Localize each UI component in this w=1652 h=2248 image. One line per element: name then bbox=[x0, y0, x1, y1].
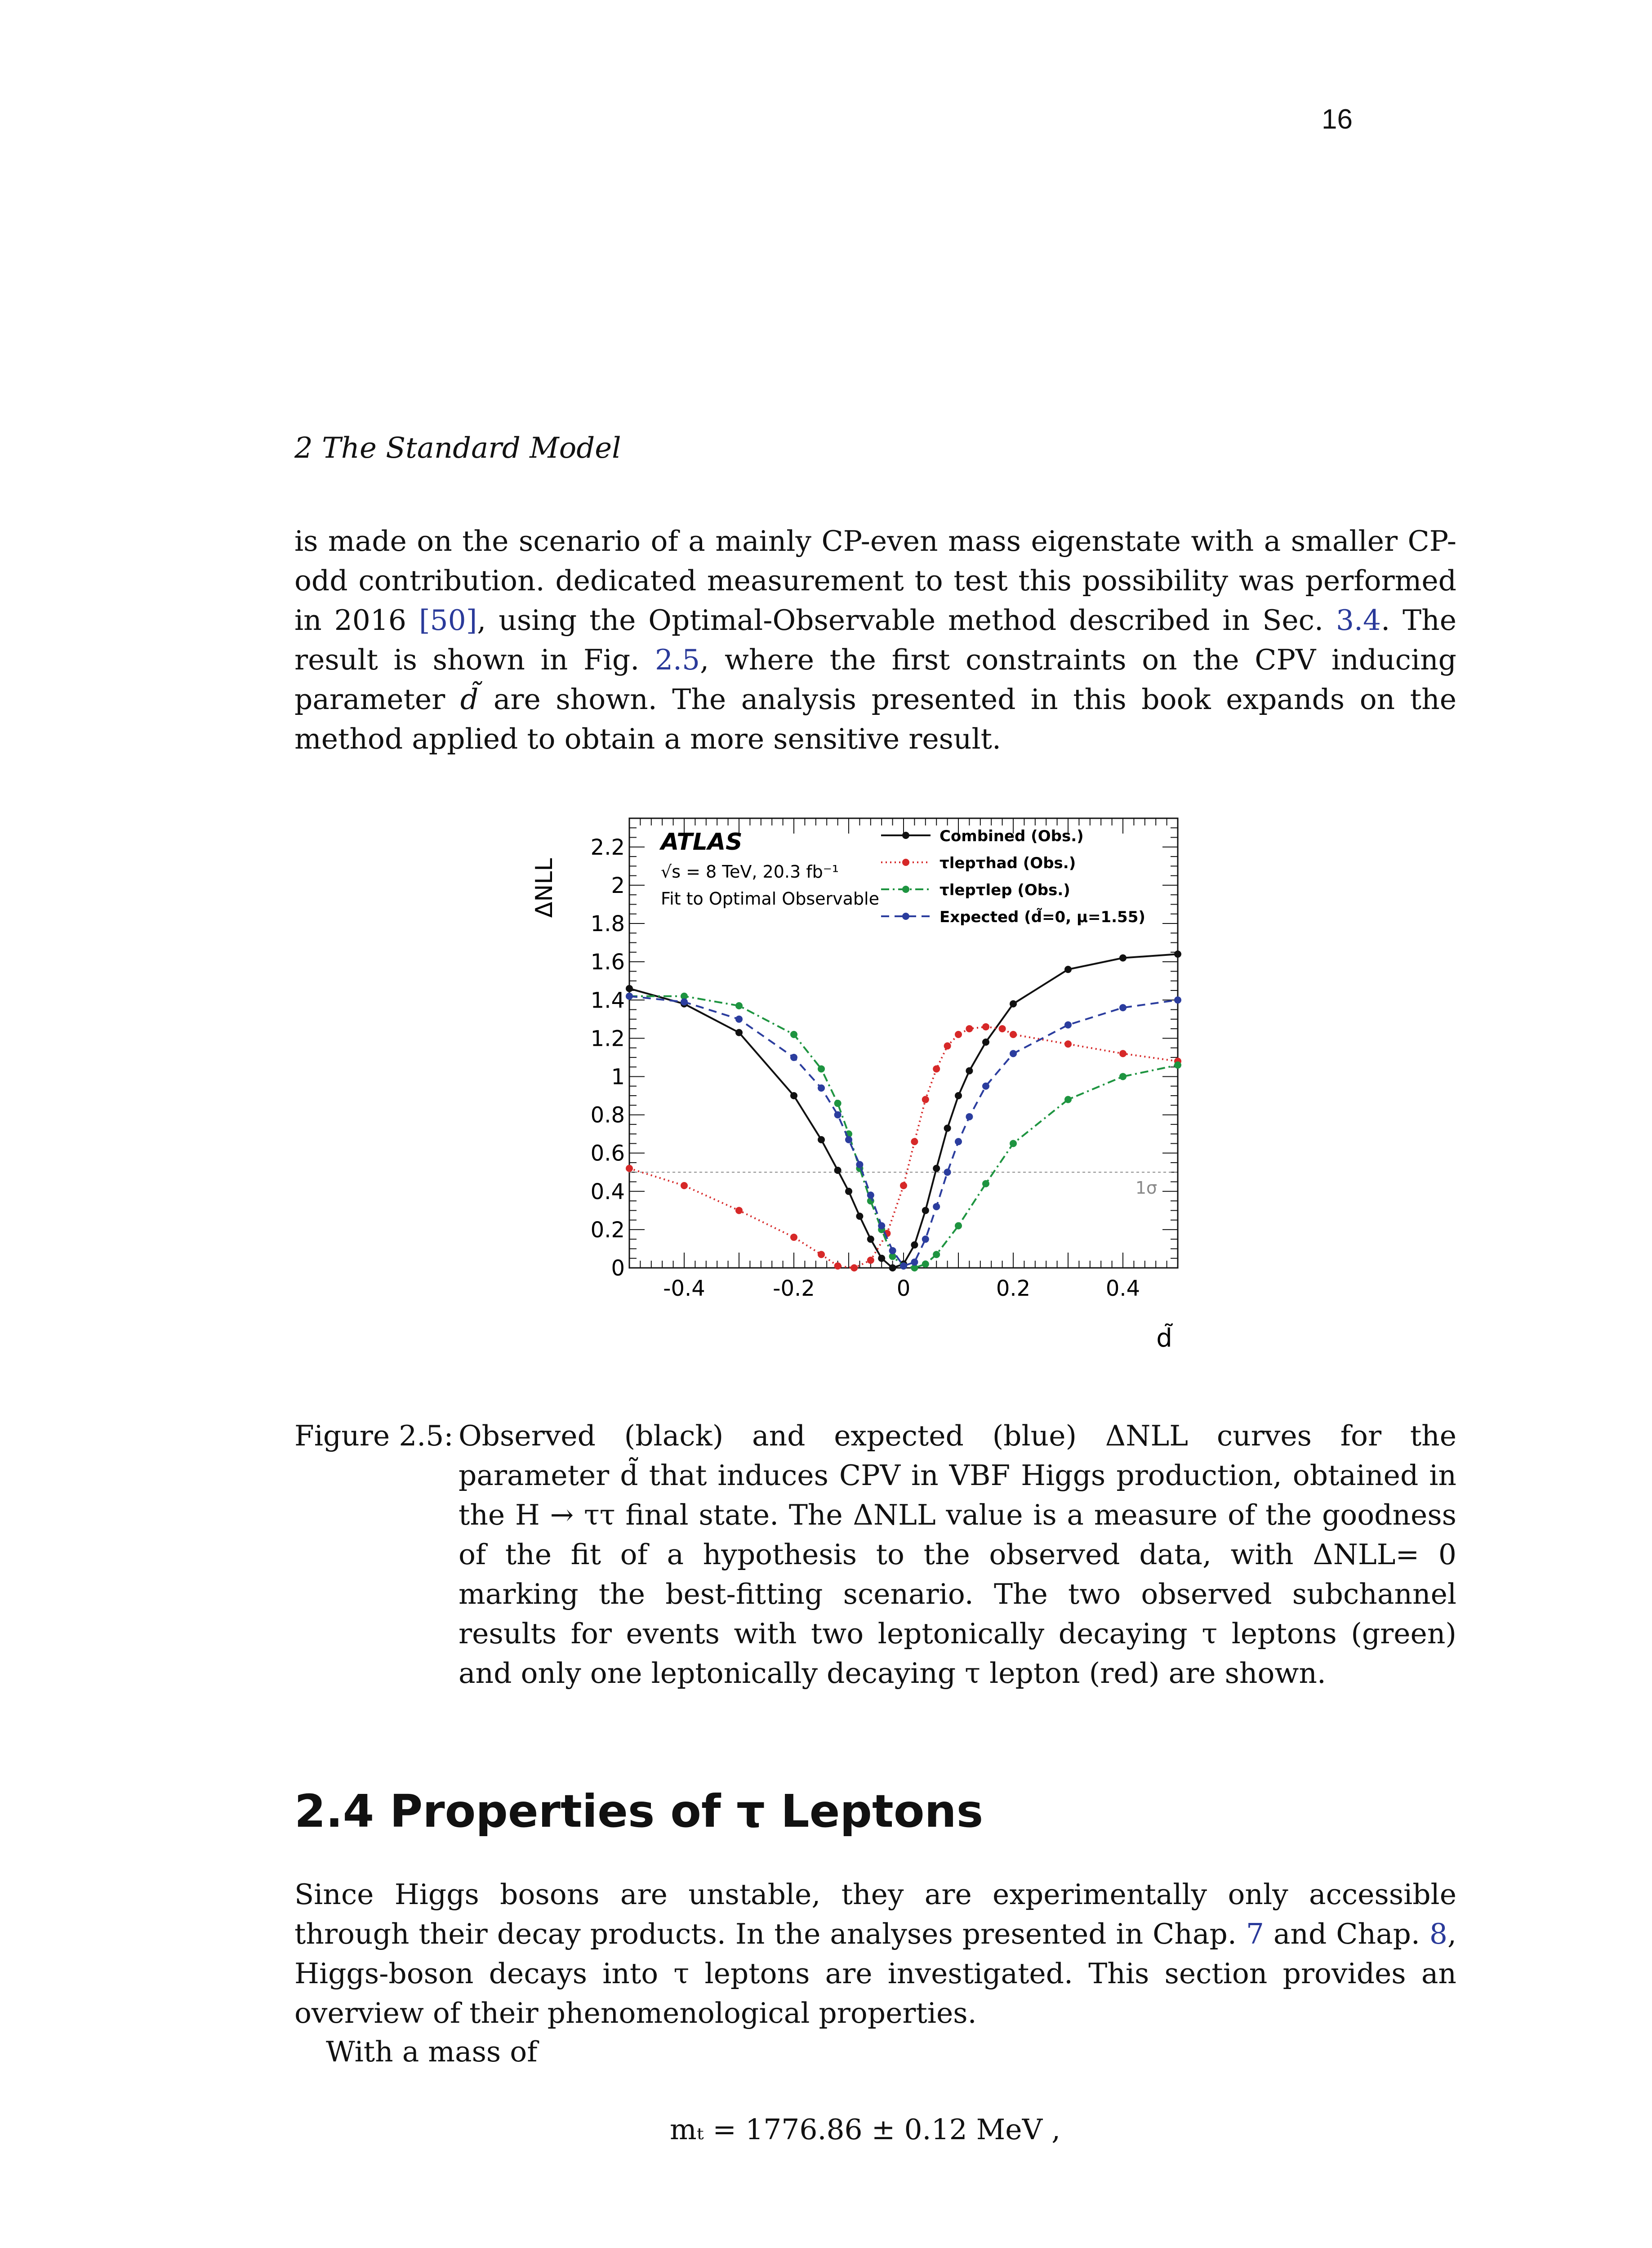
series-point-0 bbox=[834, 1167, 842, 1174]
legend bbox=[881, 827, 1145, 926]
paragraph-mass-intro bbox=[294, 2032, 1456, 2072]
series-point-3 bbox=[818, 1084, 825, 1092]
series-point-0 bbox=[818, 1136, 825, 1143]
y-tick-label: 1.8 bbox=[590, 911, 625, 937]
series-point-0 bbox=[922, 1207, 929, 1214]
series-point-1 bbox=[1064, 1040, 1072, 1048]
series-point-1 bbox=[867, 1257, 874, 1264]
series-point-2 bbox=[955, 1222, 962, 1229]
legend-marker-2 bbox=[902, 886, 909, 893]
plot-frame bbox=[629, 818, 1178, 1268]
series-point-2 bbox=[818, 1065, 825, 1072]
y-tick-label: 1.6 bbox=[590, 950, 625, 975]
series-point-0 bbox=[735, 1029, 743, 1036]
series-point-1 bbox=[735, 1207, 743, 1214]
series-line-0 bbox=[629, 954, 1178, 1268]
legend-marker-1 bbox=[902, 859, 909, 866]
series-point-1 bbox=[818, 1251, 825, 1258]
y-tick-label: 1.2 bbox=[590, 1026, 625, 1052]
series-point-3 bbox=[735, 1016, 743, 1023]
series-point-3 bbox=[845, 1136, 852, 1143]
text-span: and Chap. bbox=[1264, 1918, 1429, 1950]
y-tick-label: 0.4 bbox=[590, 1179, 625, 1204]
section-link-3-4[interactable]: 3.4 bbox=[1336, 604, 1381, 637]
energy-label: √s = 8 TeV, 20.3 fb⁻¹ bbox=[661, 862, 839, 882]
series-point-3 bbox=[889, 1247, 896, 1254]
x-tick-label: 0 bbox=[896, 1276, 911, 1301]
series-point-1 bbox=[982, 1023, 989, 1030]
series-point-3 bbox=[1010, 1050, 1017, 1057]
series-point-0 bbox=[1119, 955, 1127, 962]
page-number: 16 bbox=[1322, 104, 1353, 135]
series-point-2 bbox=[790, 1031, 797, 1038]
series-point-0 bbox=[845, 1188, 852, 1195]
series-point-3 bbox=[1119, 1004, 1127, 1011]
series-point-1 bbox=[790, 1234, 797, 1241]
text-span: is made on the scenario of a mainly CP-even mass eigenstate with a smaller CP-odd contribution. dedicated measurement to test this possibility was performed in 2016 bbox=[294, 525, 1456, 637]
series-point-1 bbox=[999, 1025, 1006, 1032]
series-point-3 bbox=[626, 993, 633, 1000]
series-point-0 bbox=[1174, 950, 1181, 958]
series-point-2 bbox=[834, 1100, 842, 1107]
legend-marker-0 bbox=[902, 832, 909, 839]
series-point-1 bbox=[922, 1096, 929, 1103]
x-tick-label: 0.2 bbox=[996, 1276, 1031, 1301]
method-label: Fit to Optimal Observable bbox=[661, 889, 879, 909]
series-line-3 bbox=[629, 996, 1178, 1266]
series-point-3 bbox=[966, 1113, 973, 1120]
legend-label-1: τlepτhad (Obs.) bbox=[940, 854, 1076, 872]
series-point-3 bbox=[856, 1161, 863, 1168]
paragraph-cp-measurement bbox=[294, 522, 1456, 759]
series-line-2 bbox=[629, 996, 1178, 1268]
y-tick-label: 1 bbox=[611, 1064, 625, 1090]
series-point-0 bbox=[626, 985, 633, 992]
series-point-1 bbox=[900, 1182, 907, 1189]
series-point-0 bbox=[878, 1255, 885, 1262]
series-point-0 bbox=[966, 1067, 973, 1075]
series-point-1 bbox=[626, 1165, 633, 1172]
legend-label-3: Expected (d̃=0, μ=1.55) bbox=[940, 908, 1145, 926]
series-point-0 bbox=[1010, 1000, 1017, 1008]
series-point-2 bbox=[933, 1251, 940, 1258]
series-point-2 bbox=[922, 1260, 929, 1267]
series-point-3 bbox=[834, 1111, 842, 1119]
figure-delta-nll-chart bbox=[530, 800, 1205, 1367]
x-tick-label: -0.2 bbox=[773, 1276, 815, 1301]
text-span: , where the first constraints on the CPV inducing parameter bbox=[294, 643, 1457, 716]
series-line-1 bbox=[629, 1027, 1178, 1268]
y-tick-label: 2 bbox=[611, 873, 625, 898]
one-sigma-label: 1σ bbox=[1135, 1178, 1158, 1198]
legend-label-0: Combined (Obs.) bbox=[940, 827, 1084, 845]
series-point-0 bbox=[955, 1092, 962, 1099]
series-point-3 bbox=[900, 1262, 907, 1270]
chapter-link-7[interactable]: 7 bbox=[1246, 1918, 1264, 1950]
series-point-1 bbox=[834, 1262, 842, 1270]
legend-label-2: τlepτlep (Obs.) bbox=[940, 881, 1070, 899]
text-span: are shown. The analysis presented in this book expands on the method applied to obtain a more sensitive result. bbox=[294, 683, 1456, 755]
series-point-1 bbox=[681, 1182, 688, 1189]
caption-label: Figure 2.5: bbox=[294, 1419, 454, 1452]
series-point-1 bbox=[955, 1031, 962, 1038]
text-span: . The result is shown in Fig. bbox=[294, 604, 1456, 676]
series-point-0 bbox=[889, 1264, 896, 1271]
series-point-3 bbox=[867, 1191, 874, 1199]
legend-marker-3 bbox=[902, 913, 909, 920]
series-point-3 bbox=[944, 1169, 951, 1176]
chart-svg bbox=[530, 800, 1205, 1367]
x-axis-label: d̃ bbox=[1156, 1324, 1172, 1353]
series-point-1 bbox=[911, 1138, 918, 1145]
series-point-2 bbox=[1064, 1096, 1072, 1103]
section-heading: 2.4 Properties of τ Leptons bbox=[294, 1785, 984, 1838]
y-tick-label: 0.2 bbox=[590, 1217, 625, 1243]
text-span: , using the Optimal-Observable method described in Sec. bbox=[477, 604, 1336, 637]
atlas-label: ATLAS bbox=[661, 829, 743, 856]
series-point-1 bbox=[1010, 1031, 1017, 1038]
series-point-0 bbox=[982, 1039, 989, 1046]
figure-caption bbox=[294, 1416, 1456, 1693]
series-point-1 bbox=[850, 1264, 858, 1271]
x-tick-label: -0.4 bbox=[663, 1276, 705, 1301]
y-tick-label: 0.8 bbox=[590, 1102, 625, 1128]
chapter-link-8[interactable]: 8 bbox=[1429, 1918, 1447, 1950]
figure-link-2-5[interactable]: 2.5 bbox=[655, 643, 700, 676]
series-point-3 bbox=[955, 1138, 962, 1145]
paragraph-higgs-decay bbox=[294, 1875, 1456, 2033]
series-point-0 bbox=[790, 1092, 797, 1099]
series-point-0 bbox=[1064, 966, 1072, 973]
series-point-0 bbox=[933, 1165, 940, 1172]
series-point-2 bbox=[1010, 1140, 1017, 1147]
y-tick-label: 0.6 bbox=[590, 1141, 625, 1166]
series-point-0 bbox=[856, 1213, 863, 1220]
parameter-d-tilde: d̃ bbox=[460, 683, 479, 716]
series-point-3 bbox=[922, 1236, 929, 1243]
y-axis-label: ΔNLL bbox=[531, 858, 558, 918]
text-span: Since Higgs bosons are unstable, they are experimentally only accessible through their decay products. In the analyses presented in Chap. bbox=[294, 1878, 1456, 1950]
series-point-0 bbox=[944, 1124, 951, 1132]
series-point-1 bbox=[933, 1065, 940, 1072]
text-span: , Higgs-boson decays into τ leptons are investigated. This section provides an overview of their phenomenological properties. bbox=[294, 1918, 1457, 2029]
y-tick-label: 2.2 bbox=[590, 834, 625, 860]
caption-text: Observed (black) and expected (blue) ΔNLL curves for the parameter d̃ that induces CPV in VBF Higgs production, obtained in the H → ττ final state. The ΔNLL value is a measure of the goodness of the fit of a hypothesis to the observed data, with ΔNLL= 0 marking the best-fitting scenario. The two observed subchannel results for events with two leptonically decaying τ leptons (green) and only one leptonically decaying τ lepton (red) are shown. bbox=[459, 1419, 1456, 1690]
y-tick-label: 1.4 bbox=[590, 988, 625, 1013]
series-point-3 bbox=[933, 1203, 940, 1210]
x-tick-label: 0.4 bbox=[1105, 1276, 1140, 1301]
equation-tau-mass: mₜ = 1776.86 ± 0.12 MeV , bbox=[670, 2113, 1061, 2146]
series-point-3 bbox=[1064, 1021, 1072, 1029]
series-point-1 bbox=[966, 1025, 973, 1032]
series-point-0 bbox=[867, 1236, 874, 1243]
series-point-2 bbox=[1119, 1073, 1127, 1080]
running-header: 2 The Standard Model bbox=[294, 432, 621, 465]
y-tick-label: 0 bbox=[611, 1256, 625, 1281]
series-point-3 bbox=[878, 1222, 885, 1229]
series-point-2 bbox=[1174, 1062, 1181, 1069]
series-point-3 bbox=[1174, 996, 1181, 1004]
series-point-1 bbox=[1119, 1050, 1127, 1057]
series-point-3 bbox=[982, 1083, 989, 1090]
series-point-2 bbox=[735, 1002, 743, 1009]
text-span: With a mass of bbox=[326, 2035, 538, 2068]
series-point-0 bbox=[911, 1241, 918, 1249]
series-point-3 bbox=[681, 999, 688, 1006]
citation-link-50[interactable]: [50] bbox=[419, 604, 477, 637]
series-point-2 bbox=[982, 1180, 989, 1187]
series-point-3 bbox=[790, 1054, 797, 1061]
series-point-3 bbox=[911, 1258, 918, 1266]
series-point-1 bbox=[944, 1042, 951, 1049]
